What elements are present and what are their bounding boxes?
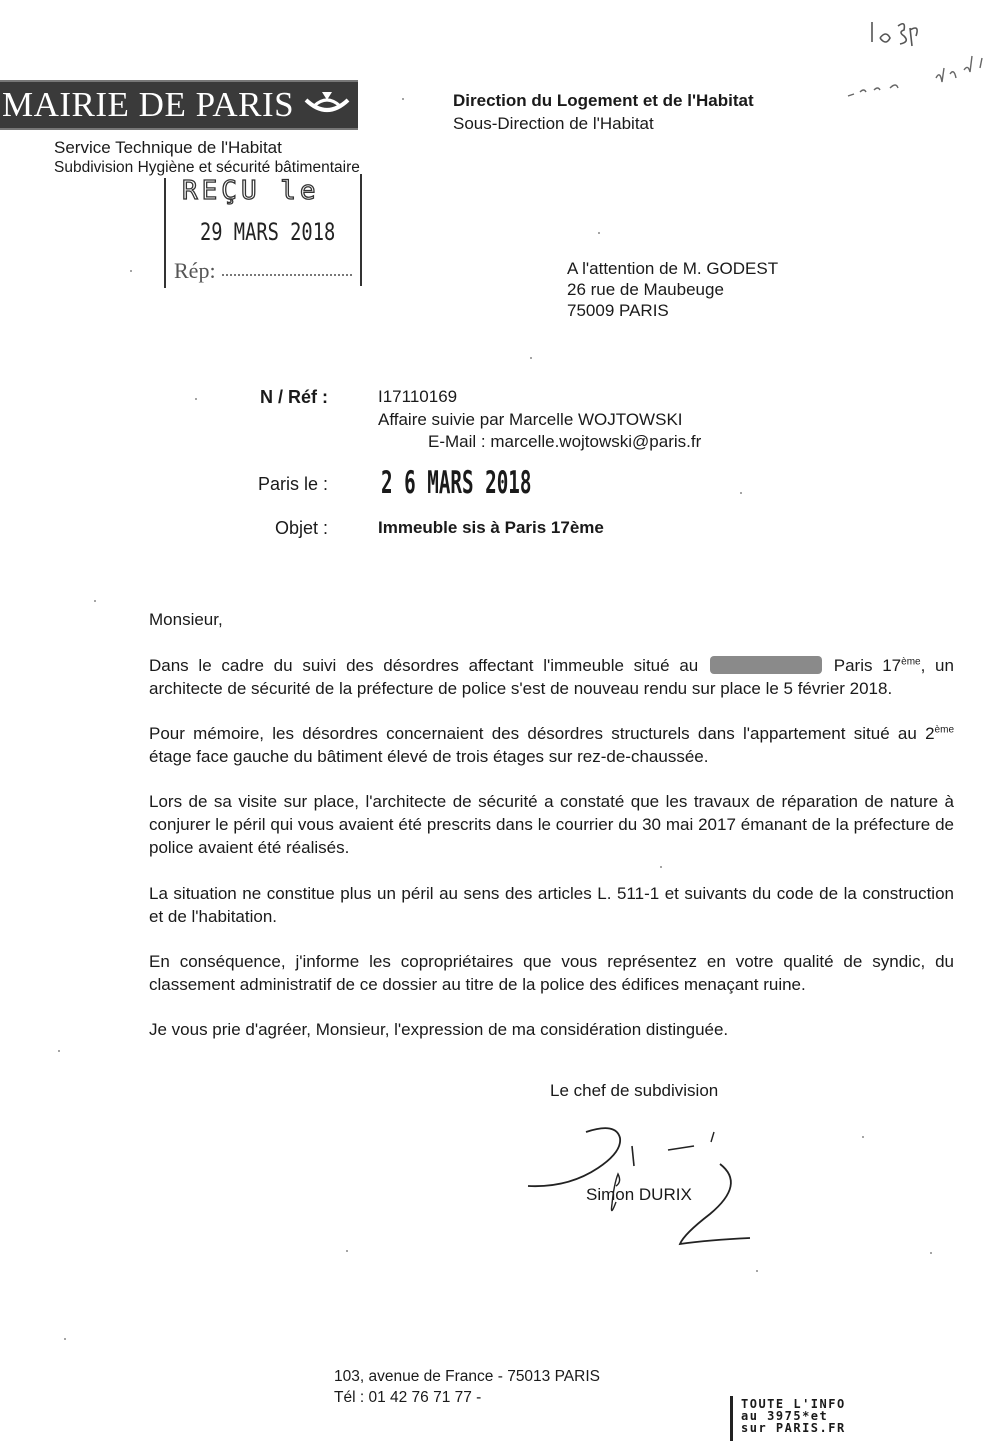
sous-direction-name: Sous-Direction de l'Habitat: [453, 114, 654, 133]
reference-label: N / Réf :: [259, 387, 328, 407]
stamp-received-date: 29 MARS 2018: [200, 218, 336, 246]
paragraph-5: En conséquence, j'informe les copropriétaires que vous représentez en votre qualité de syndic, du classement administratif de ce dossier au titre de la police des édifices menaçant ruine.: [149, 952, 954, 994]
handwritten-note: [840, 8, 1000, 98]
signatory-title: Le chef de subdivision: [550, 1081, 719, 1100]
paragraph-3: Lors de sa visite sur place, l'architecte de sécurité a constaté que les travaux de réparation de nature à conjurer le péril qui vous avaient été prescrits dans le courrier du 30 mai 2017 émanant de la préfecture de police avaient été réalisés.: [149, 792, 954, 857]
reference-value: I17110169: [378, 387, 458, 406]
info-badge: [730, 1396, 873, 1441]
date-label: Paris le :: [257, 474, 328, 494]
footer-phone: Tél : 01 42 76 71 77 -: [334, 1389, 482, 1406]
followed-by: Affaire suivie par Marcelle WOJTOWSKI: [378, 410, 683, 429]
badge-line-3: sur PARIS.FR: [741, 1421, 846, 1435]
paragraph-6: Je vous prie d'agréer, Monsieur, l'expression de ma considération distinguée.: [149, 1020, 729, 1039]
paragraph-1: Dans le cadre du suivi des désordres affectant l'immeuble situé au Paris 17ème, un architecte de sécurité de la préfecture de police s'est de nouveau rendu sur place le 5 février 2018.: [149, 656, 954, 698]
paragraph-4: La situation ne constitue plus un péril au sens des articles L. 511-1 et suivants du code de la construction et de l'habitation.: [149, 884, 954, 926]
subdivision-name: Subdivision Hygiène et sécurité bâtimentaire: [54, 159, 360, 176]
paris-boat-emblem-icon: [300, 86, 354, 124]
paragraph-2: Pour mémoire, les désordres concernaient des désordres structurels dans l'appartement situé au 2ème étage face gauche du bâtiment élevé de trois étages sur rez-de-chaussée.: [149, 724, 954, 766]
direction-name: Direction du Logement et de l'Habitat: [453, 91, 754, 110]
received-stamp: [164, 170, 362, 290]
subject-value: Immeuble sis à Paris 17ème: [378, 518, 604, 537]
footer-address: 103, avenue de France - 75013 PARIS: [334, 1368, 600, 1385]
signatory-name: Simon DURIX: [586, 1185, 692, 1204]
handwritten-signature: [520, 1110, 760, 1250]
subject-label: Objet :: [274, 518, 328, 538]
badge-line-1: TOUTE L'INFO: [741, 1397, 846, 1411]
recipient-city: 75009 PARIS: [567, 301, 669, 320]
stamp-reply-label: Rép:: [174, 258, 216, 283]
recipient-attention: A l'attention de M. GODEST: [567, 259, 779, 278]
mairie-logo: [0, 80, 358, 130]
stamp-received-label: REÇU le: [182, 176, 320, 206]
contact-email: E-Mail : marcelle.wojtowski@paris.fr: [428, 432, 702, 451]
logo-text: MAIRIE DE PARIS: [2, 85, 295, 124]
service-name: Service Technique de l'Habitat: [54, 138, 282, 157]
badge-line-2: au 3975*et: [741, 1409, 829, 1423]
salutation: Monsieur,: [149, 610, 223, 629]
redacted-address: [710, 656, 822, 674]
date-value: 2 6 MARS 2018: [381, 465, 532, 501]
recipient-street: 26 rue de Maubeuge: [567, 280, 724, 299]
